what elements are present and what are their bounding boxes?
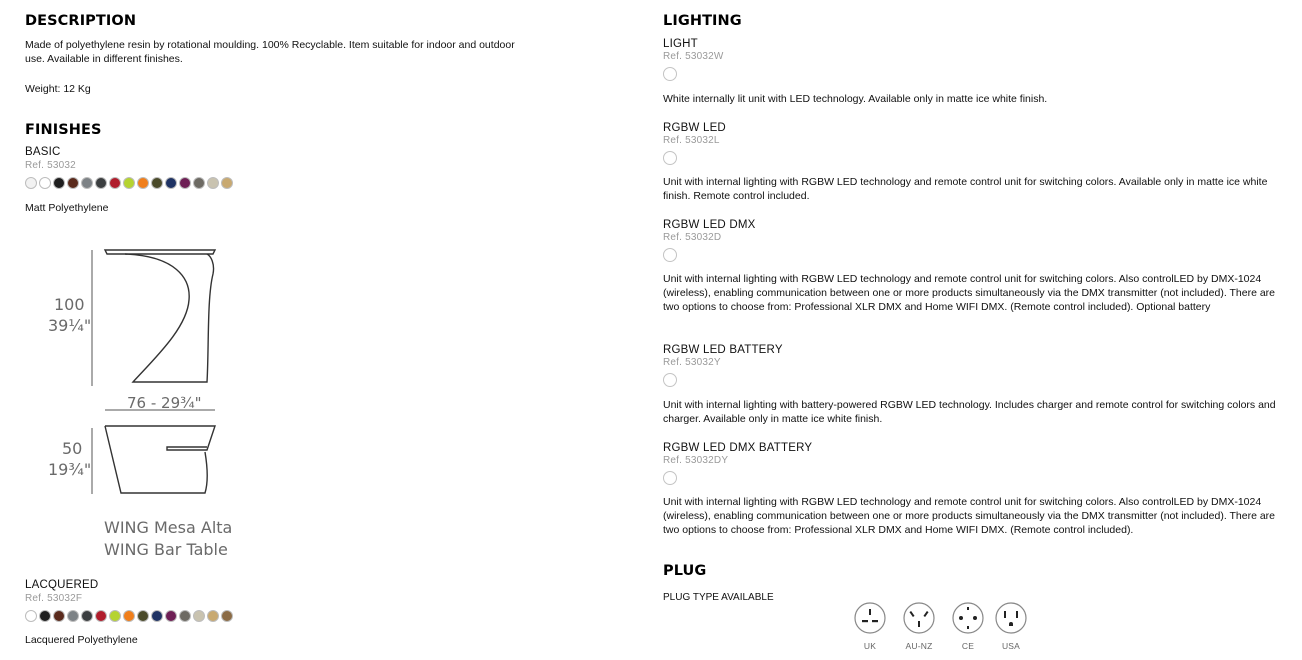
lacquered-color-swatch[interactable] [165, 610, 177, 622]
product-name-es: WING Mesa Alta [104, 518, 233, 537]
lighting-option-desc: Unit with internal lighting with RGBW LED technology and remote control unit for switching colors. Also controlLED by DMX-1024 (wireless), enabling communication between one or more products simultaneously via the DMX transmitter (not included). There are two options to choose from: Professional XLR DMX and Home WIFI DMX. (Remote control included). [663, 496, 1276, 536]
table-top-view [105, 426, 215, 493]
lacquered-color-swatch[interactable] [67, 610, 79, 622]
product-technical-drawing [25, 238, 265, 568]
lighting-option-title: RGBW LED DMX BATTERY [663, 442, 813, 454]
description-heading: DESCRIPTION [25, 13, 137, 29]
uk-plug-icon [854, 602, 886, 634]
lacquered-finish-note: Lacquered Polyethylene [25, 634, 138, 646]
lacquered-color-swatch[interactable] [207, 610, 219, 622]
lacquered-color-swatch[interactable] [25, 610, 37, 622]
description-text: Made of polyethylene resin by rotational moulding. 100% Recyclable. Item suitable for indoor and outdoor use. Available in different finishes. [25, 39, 515, 65]
lighting-option-ref: Ref. 53032Y [663, 357, 721, 368]
lacquered-color-swatch[interactable] [123, 610, 135, 622]
weight-text: Weight: 12 Kg [25, 83, 91, 95]
basic-color-swatch[interactable] [179, 177, 191, 189]
au-nz-plug-icon [903, 602, 935, 634]
plug-type-usa [995, 602, 1027, 651]
lighting-option-radio-rgbw-led[interactable] [663, 151, 677, 165]
plug-type-au-nz [903, 602, 935, 651]
height-cm-label: 100 [54, 295, 85, 314]
basic-color-swatch[interactable] [39, 177, 51, 189]
basic-finish-ref: Ref. 53032 [25, 160, 76, 171]
lighting-option-title: RGBW LED BATTERY [663, 344, 783, 356]
depth-cm-label: 50 [62, 439, 83, 458]
table-stem-profile [125, 254, 214, 382]
lacquered-color-swatch[interactable] [221, 610, 233, 622]
lighting-option-radio-rgbw-led-dmx[interactable] [663, 248, 677, 262]
lighting-option-ref: Ref. 53032DY [663, 455, 729, 466]
lighting-option-ref: Ref. 53032D [663, 232, 722, 243]
lighting-option-desc: Unit with internal lighting with RGBW LED technology and remote control unit for switching colors. Also controlLED by DMX-1024 (wireless), enabling communication between one or more products simultaneously via the DMX transmitter (not included). There are two options to choose from: Professional XLR DMX and Home WIFI DMX. (Remote control included). Optional battery [663, 273, 1276, 313]
lighting-option-ref: Ref. 53032W [663, 51, 724, 62]
plug-heading: PLUG [663, 563, 707, 579]
lighting-option-ref: Ref. 53032L [663, 135, 720, 146]
height-in-label: 39¼" [48, 316, 92, 335]
basic-color-swatch[interactable] [81, 177, 93, 189]
lacquered-color-swatches [25, 610, 233, 622]
lighting-option-radio-rgbw-led-dmx-battery[interactable] [663, 471, 677, 485]
basic-color-swatch[interactable] [165, 177, 177, 189]
lacquered-color-swatch[interactable] [81, 610, 93, 622]
ce-plug-icon [952, 602, 984, 634]
lighting-heading: LIGHTING [663, 13, 742, 29]
lacquered-finish-title: LACQUERED [25, 579, 99, 591]
basic-color-swatch[interactable] [151, 177, 163, 189]
basic-color-swatches [25, 177, 233, 189]
product-name-en: WING Bar Table [104, 540, 228, 559]
lacquered-color-swatch[interactable] [151, 610, 163, 622]
lacquered-color-swatch[interactable] [193, 610, 205, 622]
depth-in-label: 19¾" [48, 460, 92, 479]
table-top-profile [105, 250, 215, 254]
lighting-option-title: RGBW LED [663, 122, 726, 134]
lacquered-color-swatch[interactable] [179, 610, 191, 622]
finishes-heading: FINISHES [25, 122, 102, 138]
plug-label: USA [1001, 641, 1021, 651]
basic-color-swatch[interactable] [95, 177, 107, 189]
basic-finish-title: BASIC [25, 146, 61, 158]
lighting-option-title: LIGHT [663, 38, 698, 50]
basic-color-swatch[interactable] [109, 177, 121, 189]
lighting-option-radio-rgbw-led-battery[interactable] [663, 373, 677, 387]
lighting-option-desc: Unit with internal lighting with battery-powered RGBW LED technology. Includes charger and remote control for switching colors and charger. Available only in matte ice white finish. [663, 399, 1276, 425]
basic-color-swatch[interactable] [193, 177, 205, 189]
lacquered-color-swatch[interactable] [95, 610, 107, 622]
width-label: 76 - 29¾" [127, 394, 202, 412]
left-column [25, 0, 585, 660]
plug-type-uk [854, 602, 886, 651]
plug-label: UK [863, 641, 877, 651]
usa-plug-icon [995, 602, 1027, 634]
basic-color-swatch[interactable] [25, 177, 37, 189]
lacquered-color-swatch[interactable] [39, 610, 51, 622]
plug-subtitle: PLUG TYPE AVAILABLE [663, 592, 774, 603]
lacquered-color-swatch[interactable] [137, 610, 149, 622]
lacquered-finish-ref: Ref. 53032F [25, 593, 83, 604]
basic-color-swatch[interactable] [53, 177, 65, 189]
basic-finish-note: Matt Polyethylene [25, 202, 109, 214]
plug-label: CE [961, 641, 975, 651]
lacquered-color-swatch[interactable] [53, 610, 65, 622]
lighting-option-desc: White internally lit unit with LED technology. Available only in matte ice white finish. [663, 93, 1048, 105]
basic-color-swatch[interactable] [123, 177, 135, 189]
plug-label: AU-NZ [905, 641, 933, 651]
lighting-option-radio-light[interactable] [663, 67, 677, 81]
basic-color-swatch[interactable] [137, 177, 149, 189]
right-column [663, 0, 1288, 660]
plug-type-ce [952, 602, 984, 651]
lighting-option-title: RGBW LED DMX [663, 219, 756, 231]
lighting-option-desc: Unit with internal lighting with RGBW LED technology and remote control unit for switching colors. Available only in matte ice white finish. Remote control included. [663, 176, 1268, 202]
basic-color-swatch[interactable] [207, 177, 219, 189]
lacquered-color-swatch[interactable] [109, 610, 121, 622]
basic-color-swatch[interactable] [221, 177, 233, 189]
basic-color-swatch[interactable] [67, 177, 79, 189]
